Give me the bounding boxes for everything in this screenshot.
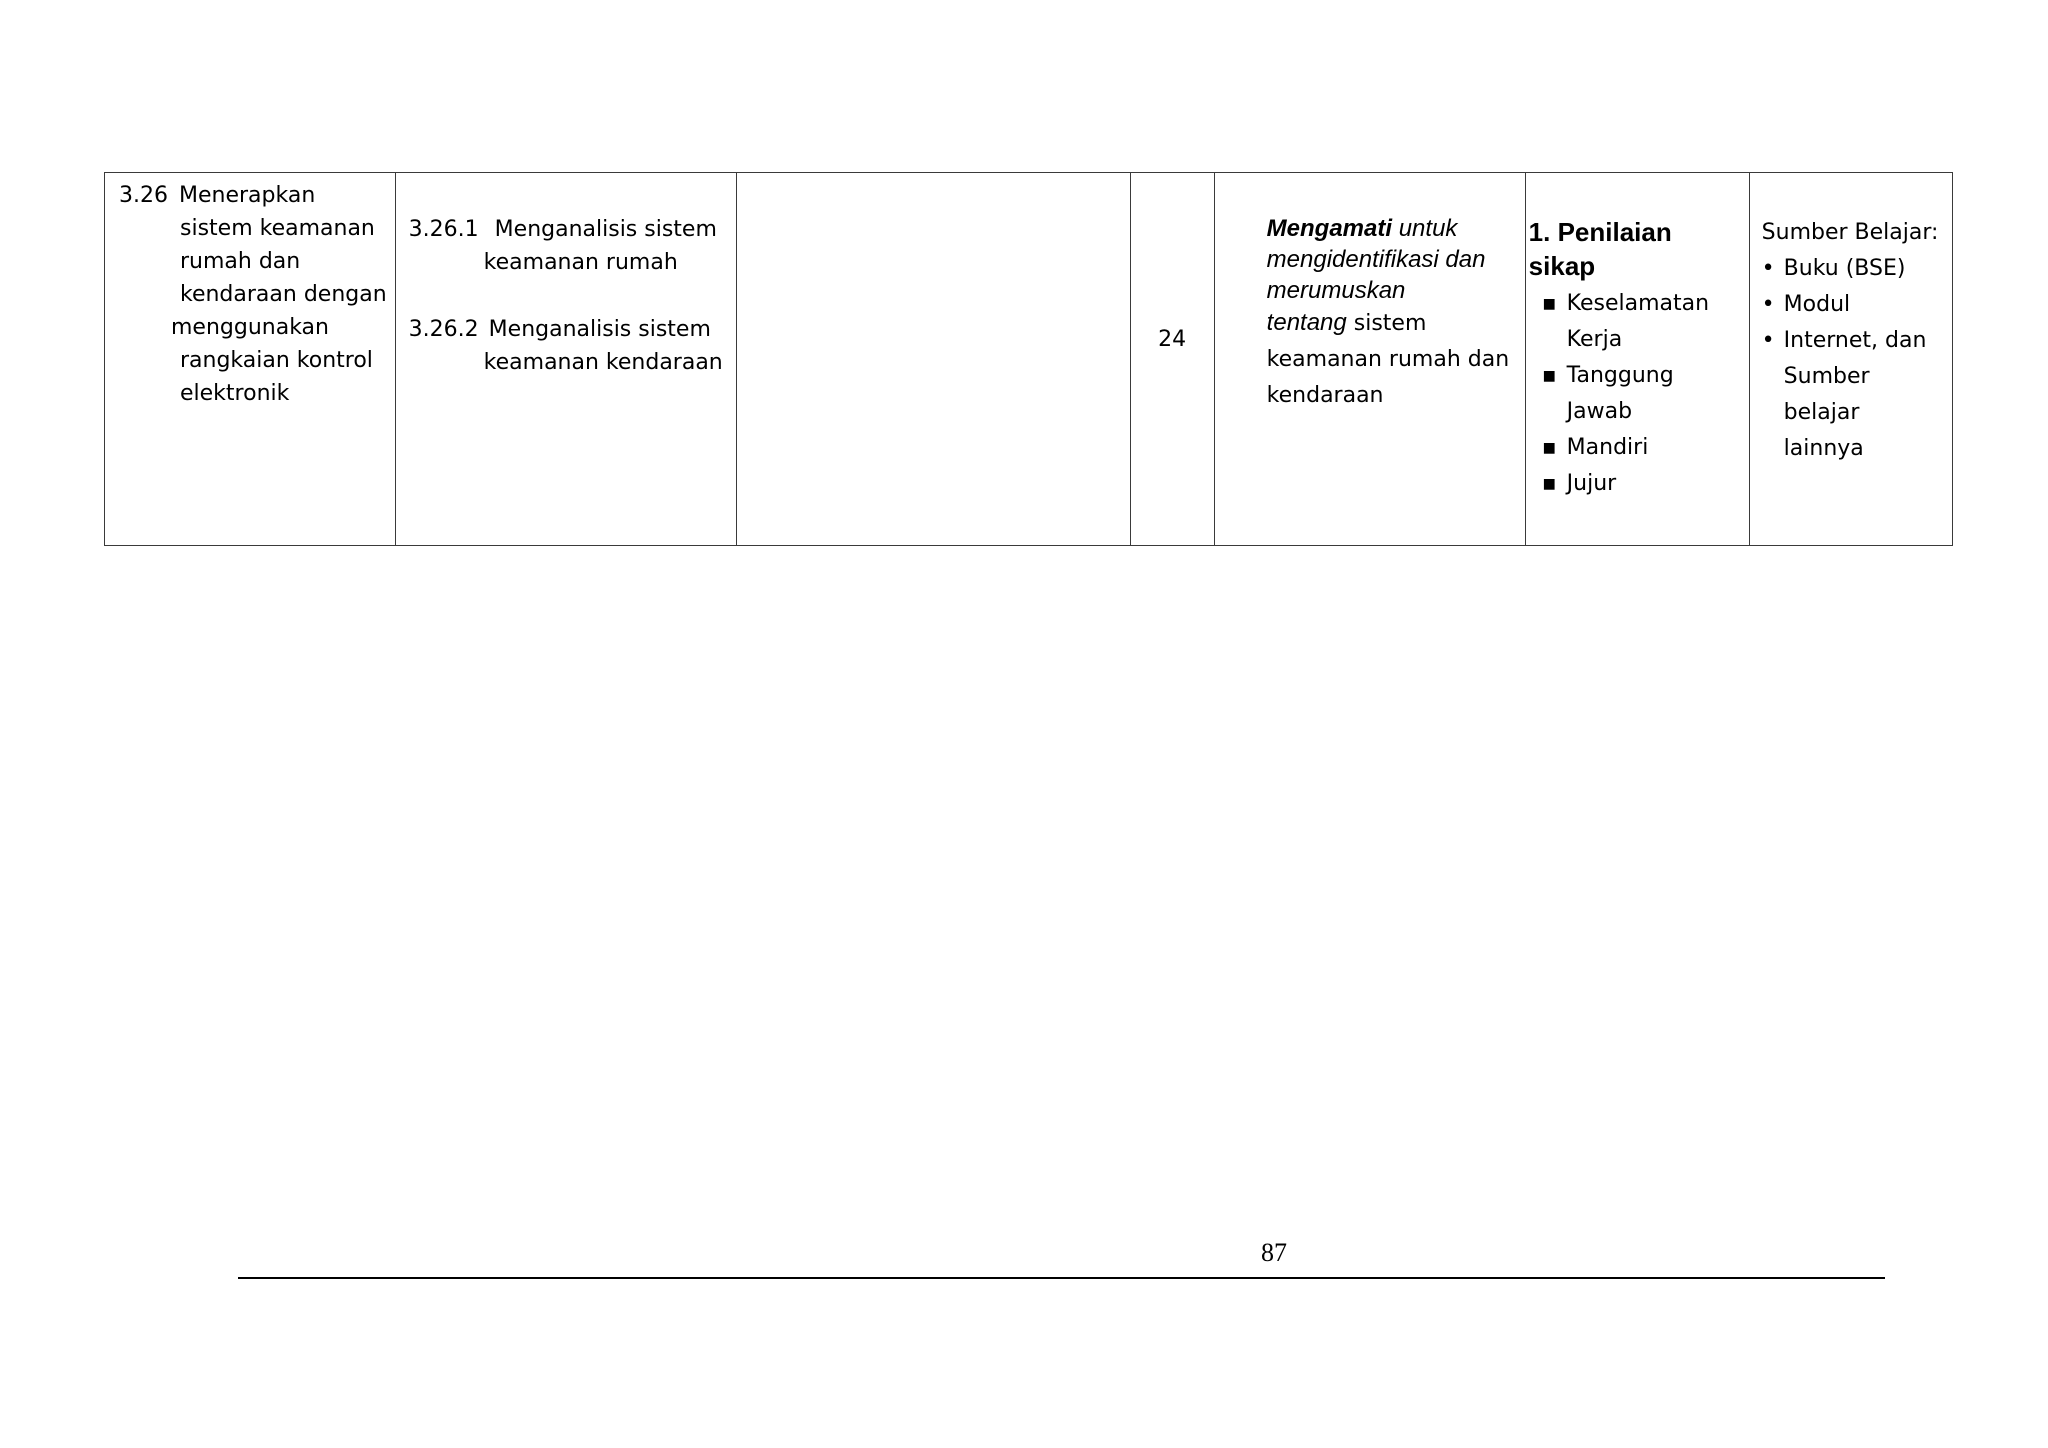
indikator-text: keamanan rumah: [483, 250, 678, 275]
materi-cell: [736, 173, 1130, 546]
alokasi-waktu-value: 24: [1158, 327, 1187, 352]
list-item: ■ Keselamatan Kerja: [1543, 286, 1745, 358]
kd-line: rumah dan: [180, 249, 301, 274]
kd-line: menggunakan: [171, 315, 329, 340]
penilaian-cell: [1525, 173, 1749, 546]
kegiatan-text: untuk: [1392, 215, 1458, 242]
kegiatan-keyword: Mengamati: [1266, 215, 1393, 242]
indikator-cell: [395, 173, 736, 546]
list-item: ■ Jujur: [1543, 466, 1745, 502]
kegiatan-text: kendaraan: [1266, 383, 1384, 408]
dot-bullet-icon: •: [1761, 328, 1775, 353]
list-item: • Internet, dan Sumber belajar lainnya: [1762, 323, 1946, 467]
square-bullet-icon: ■: [1542, 296, 1556, 312]
table-row: [105, 173, 1953, 546]
list-item: • Buku (BSE): [1762, 251, 1946, 287]
kegiatan-text: keamanan rumah dan: [1266, 347, 1510, 372]
sumber-belajar-cell: [1749, 173, 1952, 546]
kompetensi-dasar-cell: [105, 173, 396, 546]
kegiatan-text: merumuskan: [1266, 277, 1406, 304]
penilaian-heading: 1. Penilaian sikap: [1528, 217, 1672, 281]
kegiatan-text: mengidentifikasi dan: [1266, 246, 1486, 273]
indikator-text: Menganalisis sistem: [494, 217, 717, 242]
indikator-item: [409, 213, 728, 279]
kegiatan-text: sistem: [1346, 311, 1427, 336]
list-item: • Modul: [1762, 287, 1946, 323]
indikator-item: [409, 313, 728, 379]
footer-rule: [238, 1277, 1885, 1279]
penilaian-list: [1529, 286, 1745, 502]
sumber-list: [1762, 251, 1946, 467]
kd-line: kendaraan dengan: [180, 282, 387, 307]
square-bullet-icon: ■: [1542, 476, 1556, 492]
list-item: ■ Mandiri: [1543, 430, 1745, 466]
sumber-heading: Sumber Belajar:: [1761, 220, 1939, 245]
square-bullet-icon: ■: [1542, 440, 1556, 456]
kd-line: rangkaian kontrol: [180, 348, 373, 373]
list-item: ■ Tanggung Jawab: [1543, 358, 1745, 430]
dot-bullet-icon: •: [1761, 292, 1775, 317]
page-number: 87: [1261, 1238, 1287, 1267]
indikator-text: keamanan kendaraan: [483, 350, 723, 375]
kegiatan-cell: [1214, 173, 1525, 546]
indikator-number: 3.26.2: [408, 317, 479, 342]
kegiatan-text: tentang: [1266, 309, 1347, 336]
dot-bullet-icon: •: [1761, 256, 1775, 281]
indikator-text: Menganalisis sistem: [488, 317, 711, 342]
square-bullet-icon: ■: [1542, 368, 1556, 384]
kd-line: Menerapkan: [179, 183, 316, 208]
kd-line: sistem keamanan: [180, 216, 375, 241]
indikator-number: 3.26.1: [408, 217, 479, 242]
kd-line: elektronik: [180, 381, 290, 406]
kd-number: 3.26: [119, 183, 168, 208]
syllabus-table: [104, 172, 1953, 546]
alokasi-waktu-cell: [1130, 173, 1214, 546]
